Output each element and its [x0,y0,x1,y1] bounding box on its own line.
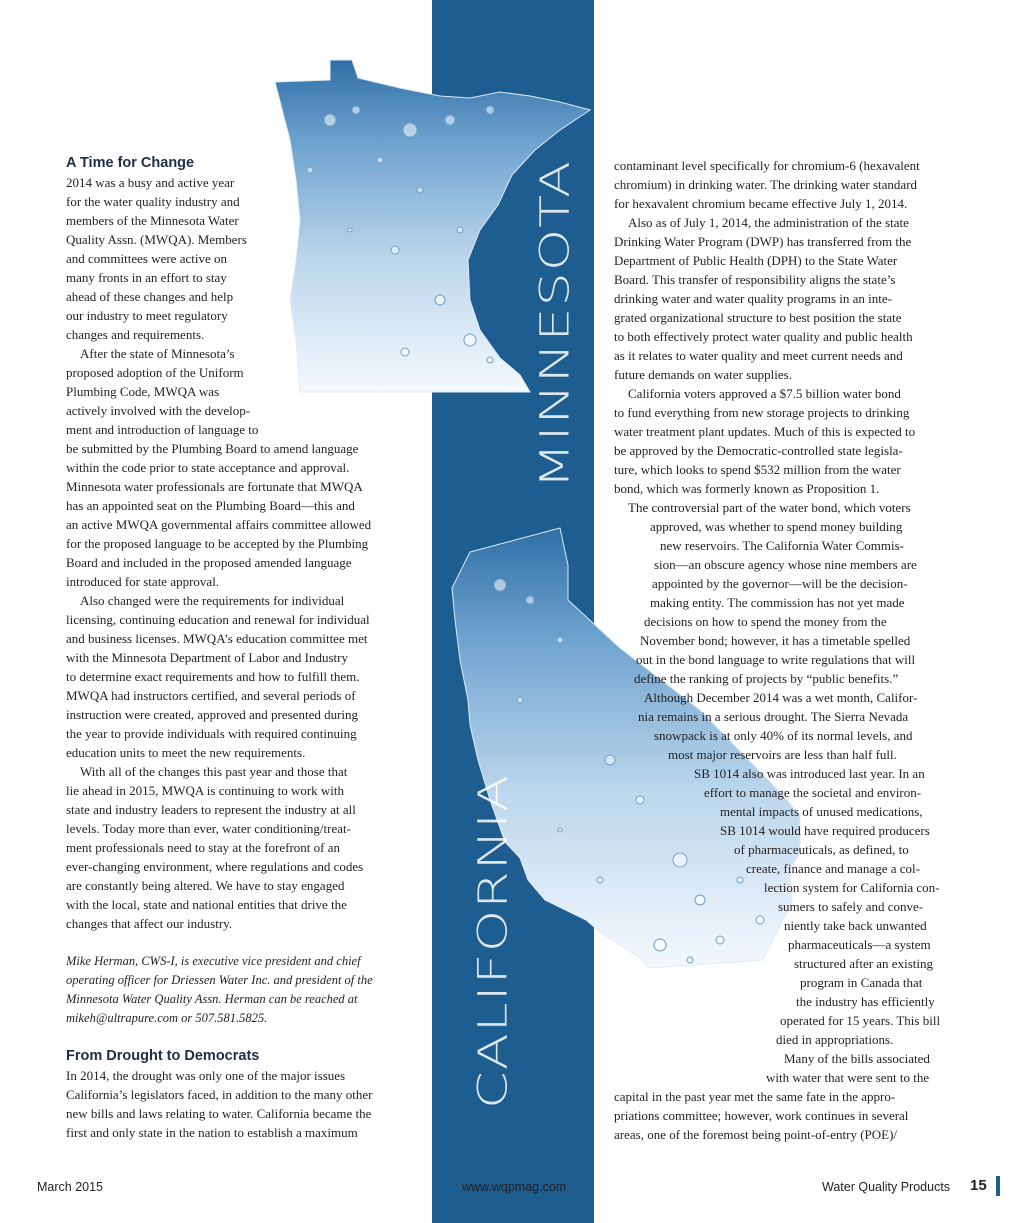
text-line: new bills and laws relating to water. California became the [66,1106,372,1121]
author-bio [66,952,408,1028]
page-number-bar [996,1176,1000,1196]
text-line: state and industry leaders to represent the industry at all [66,802,356,817]
text-line: drinking water and water quality programs in an inte- [614,291,892,306]
text-line: of pharmaceuticals, as defined, to [734,842,909,857]
text-line: with the Minnesota Department of Labor and Industry [66,650,348,665]
right-column-body [614,156,954,1144]
footer-date: March 2015 [37,1180,104,1194]
text-line: pharmaceuticals—a system [788,937,931,952]
text-line: changes that affect our industry. [66,916,233,931]
text-line: our industry to meet regulatory [66,308,228,323]
text-line: nia remains in a serious drought. The Sierra Nevada [638,709,909,724]
text-line: sumers to safely and conve- [778,899,924,914]
text-line: licensing, continuing education and renewal for individual [66,612,370,627]
text-line: be approved by the Democratic-controlled state legisla- [614,443,903,458]
text-line: chromium) in drinking water. The drinking water standard [614,177,918,192]
text-line: with water that were sent to the [766,1070,930,1085]
text-line: members of the Minnesota Water [66,213,239,228]
text-line: lection system for California con- [764,880,940,895]
text-line: effort to manage the societal and environ- [704,785,922,800]
text-line: for the water quality industry and [66,194,240,209]
text-line: be submitted by the Plumbing Board to amend language [66,441,359,456]
text-line: structured after an existing [794,956,933,971]
text-line: many fronts in an effort to stay [66,270,227,285]
text-line: ever-changing environment, where regulations and codes [66,859,364,874]
text-line: In 2014, the drought was only one of the major issues [66,1068,346,1083]
text-line: Many of the bills associated [784,1051,930,1066]
bio-line: mikeh@ultrapure.com or 507.581.5825. [66,1011,268,1025]
section-heading-drought: From Drought to Democrats [66,1048,260,1064]
bio-line: operating officer for Driessen Water Inc. and president of the [66,973,373,987]
section-body-drought [66,1066,408,1142]
text-line: first and only state in the nation to establish a maximum [66,1125,358,1140]
text-line: With all of the changes this past year and those that [80,764,348,779]
text-line: new reservoirs. The California Water Commis- [660,538,904,553]
text-line: for hexavalent chromium became effective July 1, 2014. [614,196,908,211]
text-line: California voters approved a $7.5 billion water bond [628,386,901,401]
text-line: changes and requirements. [66,327,205,342]
text-line: to fund everything from new storage projects to drinking [614,405,910,420]
text-line: lie ahead in 2015, MWQA is continuing to work with [66,783,345,798]
text-line: MWQA had instructors certified, and several periods of [66,688,356,703]
text-line: California’s legislators faced, in addition to the many other [66,1087,373,1102]
text-line: November bond; however, it has a timetable spelled [640,633,911,648]
text-line: as it relates to water quality and meet current needs and [614,348,903,363]
text-line: ture, which looks to spend $532 million from the water [614,462,901,477]
text-line: making entity. The commission has not yet made [650,595,905,610]
text-line: bond, which was formerly known as Proposition 1. [614,481,880,496]
text-line: Although December 2014 was a wet month, Califor- [644,690,918,705]
text-line: water treatment plant updates. Much of this is expected to [614,424,916,439]
text-line: died in appropriations. [776,1032,894,1047]
text-line: snowpack is at only 40% of its normal levels, and [654,728,913,743]
text-line: introduced for state approval. [66,574,220,589]
text-line: future demands on water supplies. [614,367,792,382]
footer-publication: Water Quality Products [822,1180,951,1194]
text-line: and business licenses. MWQA’s education committee met [66,631,368,646]
text-line: areas, one of the foremost being point-of-entry (POE)/ [614,1127,898,1142]
text-line: Department of Public Health (DPH) to the State Water [614,253,898,268]
section-body-change [66,173,408,933]
text-line: SB 1014 also was introduced last year. In an [694,766,925,781]
text-line: out in the bond language to write regulations that will [636,652,916,667]
text-line: Board and included in the proposed amended language [66,555,352,570]
text-line: with the local, state and national entities that drive the [66,897,347,912]
text-line: The controversial part of the water bond, which voters [628,500,911,515]
text-line: ahead of these changes and help [66,289,234,304]
text-line: operated for 15 years. This bill [780,1013,941,1028]
text-line: After the state of Minnesota’s [80,346,235,361]
text-line: contaminant level specifically for chromium-6 (hexavalent [614,158,920,173]
text-line: for the proposed language to be accepted by the Plumbing [66,536,369,551]
text-line: most major reservoirs are less than half full. [668,747,897,762]
page-number: 15 [970,1177,987,1194]
text-line: ment and introduction of language to [66,422,259,437]
text-line: appointed by the governor—will be the decision- [652,576,908,591]
text-line: and committees were active on [66,251,227,266]
text-line: proposed adoption of the Uniform [66,365,244,380]
text-line: actively involved with the develop- [66,403,251,418]
text-line: are constantly being altered. We have to stay engaged [66,878,345,893]
section-heading-change: A Time for Change [66,155,195,171]
text-line: define the ranking of projects by “public benefits.” [634,671,899,686]
text-line: Plumbing Code, MWQA was [66,384,220,399]
text-line: to both effectively protect water quality and public health [614,329,913,344]
text-line: program in Canada that [800,975,923,990]
text-line: levels. Today more than ever, water conditioning/treat- [66,821,351,836]
text-line: 2014 was a busy and active year [66,175,235,190]
bio-line: Mike Herman, CWS-I, is executive vice president and chief [66,954,361,968]
text-line: create, finance and manage a col- [746,861,920,876]
footer-url[interactable]: www.wqpmag.com [462,1180,567,1194]
text-line: grated organizational structure to best position the state [614,310,902,325]
text-line: Drinking Water Program (DWP) has transferred from the [614,234,912,249]
text-line: niently take back unwanted [784,918,927,933]
text-line: Minnesota water professionals are fortunate that MWQA [66,479,363,494]
text-line: Quality Assn. (MWQA). Members [66,232,247,247]
california-label: CALIFORNIA [469,774,517,1110]
text-line: the industry has efficiently [796,994,935,1009]
text-line: an active MWQA governmental affairs committee allowed [66,517,372,532]
text-line: Board. This transfer of responsibility aligns the state’s [614,272,896,287]
text-line: Also changed were the requirements for individual [80,593,345,608]
text-line: within the code prior to state acceptance and approval. [66,460,350,475]
text-line: decisions on how to spend the money from the [644,614,887,629]
bio-line: Minnesota Water Quality Assn. Herman can be reached at [66,992,358,1006]
text-line: mental impacts of unused medications, [720,804,923,819]
text-line: approved, was whether to spend money building [650,519,903,534]
text-line: priations committee; however, work continues in several [614,1108,909,1123]
text-line: sion—an obscure agency whose nine members are [654,557,917,572]
left-column [66,154,408,1142]
text-line: the year to provide individuals with required continuing [66,726,357,741]
text-line: has an appointed seat on the Plumbing Board—this and [66,498,355,513]
minnesota-label: MINNESOTA [531,160,579,489]
text-line: ment professionals need to stay at the forefront of an [66,840,340,855]
text-line: instruction were created, approved and presented during [66,707,359,722]
text-line: capital in the past year met the same fate in the appro- [614,1089,896,1104]
right-column [614,156,954,1144]
text-line: education units to meet the new requirements. [66,745,306,760]
text-line: Also as of July 1, 2014, the administration of the state [628,215,909,230]
text-line: to determine exact requirements and how to fulfill them. [66,669,360,684]
text-line: SB 1014 would have required producers [720,823,930,838]
